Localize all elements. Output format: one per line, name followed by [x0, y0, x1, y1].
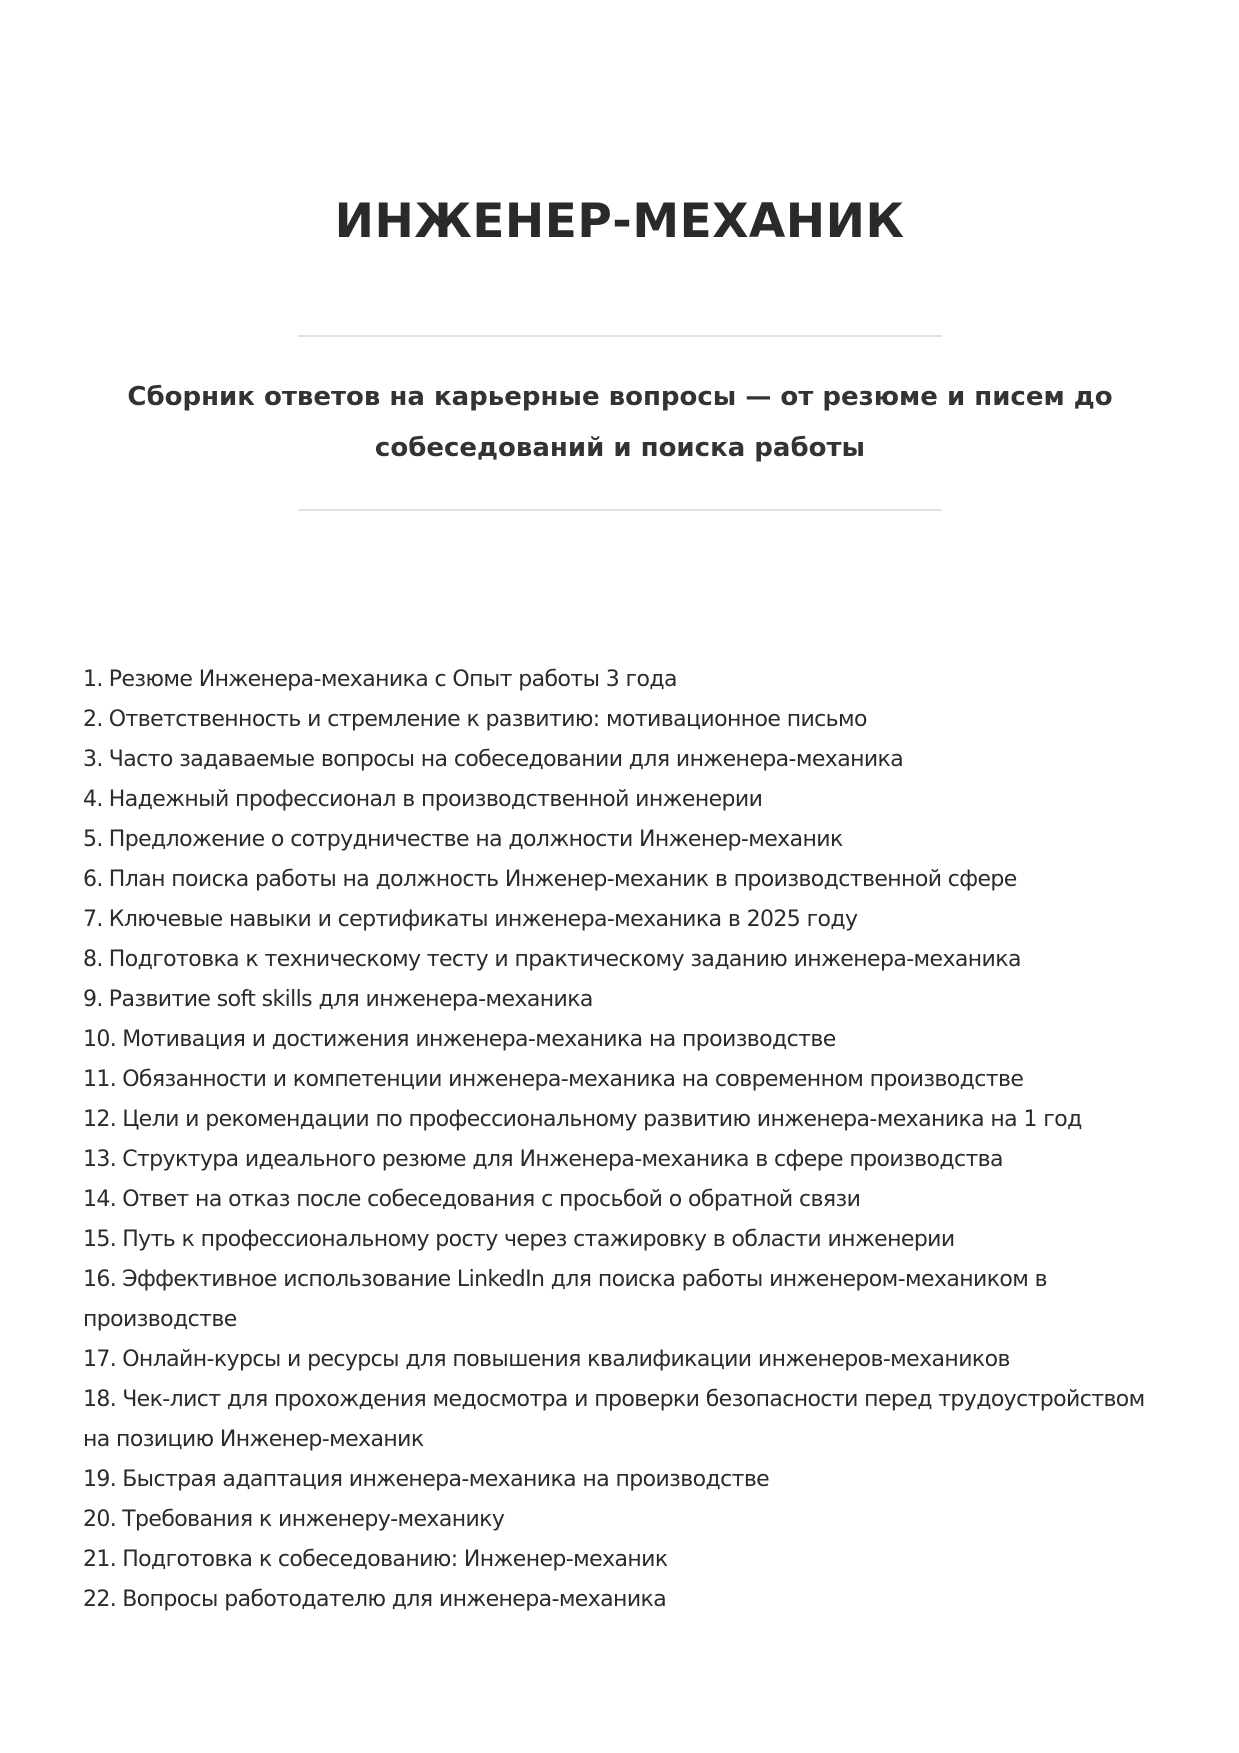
toc-item[interactable]: [83, 1460, 1163, 1500]
toc-item-number: 19.: [83, 1467, 117, 1492]
toc-item-number: 7.: [83, 907, 103, 932]
toc-item[interactable]: [83, 1260, 1163, 1340]
toc-item-number: 3.: [83, 747, 103, 772]
toc-item-number: 22.: [83, 1587, 117, 1612]
toc-item-text: Мотивация и достижения инженера-механика на производстве: [122, 1027, 836, 1052]
toc-item-text: Эффективное использование LinkedIn для поиска работы инженером-механиком в производстве: [83, 1267, 1048, 1332]
toc-item-text: Подготовка к собеседованию: Инженер-механик: [122, 1547, 668, 1572]
subtitle-line-2: собеседований и поиска работы: [374, 433, 866, 463]
toc-item[interactable]: [83, 780, 1163, 820]
toc-item-text: Путь к профессиональному росту через стажировку в области инженерии: [122, 1227, 955, 1252]
toc-item-text: Предложение о сотрудничестве на должности Инженер-механик: [108, 827, 843, 852]
toc-item-text: План поиска работы на должность Инженер-механик в производственной сфере: [108, 867, 1017, 892]
toc-item-number: 10.: [83, 1027, 117, 1052]
toc-item-text: Требования к инженеру-механику: [122, 1507, 505, 1532]
toc-item[interactable]: [83, 1500, 1163, 1540]
toc-item-number: 21.: [83, 1547, 117, 1572]
toc-item[interactable]: [83, 1340, 1163, 1380]
toc-item-text: Ответ на отказ после собеседования с просьбой о обратной связи: [122, 1187, 861, 1212]
toc-item-text: Цели и рекомендации по профессиональному развитию инженера-механика на 1 год: [122, 1107, 1082, 1132]
toc-item[interactable]: [83, 1100, 1163, 1140]
toc-item-number: 9.: [83, 987, 103, 1012]
toc-item-number: 8.: [83, 947, 103, 972]
toc-item[interactable]: [83, 1540, 1163, 1580]
toc-item[interactable]: [83, 820, 1163, 860]
toc-item-number: 17.: [83, 1347, 117, 1372]
toc-item-text: Развитие soft skills для инженера-механика: [108, 987, 593, 1012]
subtitle-line-1: Сборник ответов на карьерные вопросы — от резюме и писем до: [127, 382, 1113, 412]
toc-item[interactable]: [83, 700, 1163, 740]
toc-item-number: 16.: [83, 1267, 117, 1292]
toc-item-text: Обязанности и компетенции инженера-механика на современном производстве: [122, 1067, 1024, 1092]
toc-item-text: Подготовка к техническому тесту и практическому заданию инженера-механика: [108, 947, 1021, 972]
toc-item[interactable]: [83, 900, 1163, 940]
toc-item[interactable]: [83, 660, 1163, 700]
toc-item[interactable]: [83, 1580, 1163, 1620]
toc-item-number: 18.: [83, 1387, 117, 1412]
toc-item[interactable]: [83, 1060, 1163, 1100]
toc-item[interactable]: [83, 1220, 1163, 1260]
toc-item-text: Вопросы работодателю для инженера-механика: [122, 1587, 667, 1612]
toc-item[interactable]: [83, 740, 1163, 780]
toc-item-text: Часто задаваемые вопросы на собеседовании для инженера-механика: [108, 747, 904, 772]
page-subtitle: [110, 372, 1130, 474]
toc-item-number: 13.: [83, 1147, 117, 1172]
toc-item-text: Ответственность и стремление к развитию: мотивационное письмо: [108, 707, 867, 732]
toc-item-number: 12.: [83, 1107, 117, 1132]
toc-item-text: Ключевые навыки и сертификаты инженера-механика в 2025 году: [108, 907, 858, 932]
toc-item-text: Надежный профессионал в производственной инженерии: [108, 787, 763, 812]
table-of-contents: [83, 660, 1163, 1620]
toc-item-text: Онлайн-курсы и ресурсы для повышения квалификации инженеров-механиков: [122, 1347, 1010, 1372]
toc-item-number: 20.: [83, 1507, 117, 1532]
toc-item-number: 5.: [83, 827, 103, 852]
toc-item-number: 14.: [83, 1187, 117, 1212]
toc-item-number: 6.: [83, 867, 103, 892]
toc-item-number: 2.: [83, 707, 103, 732]
divider-top: [298, 335, 942, 337]
toc-item[interactable]: [83, 940, 1163, 980]
toc-item[interactable]: [83, 1140, 1163, 1180]
divider-bottom: [298, 509, 942, 511]
toc-item[interactable]: [83, 1380, 1163, 1460]
toc-item-number: 1.: [83, 667, 103, 692]
toc-item[interactable]: [83, 1020, 1163, 1060]
toc-item-text: Резюме Инженера-механика с Опыт работы 3 года: [108, 667, 677, 692]
toc-item-text: Быстрая адаптация инженера-механика на производстве: [122, 1467, 770, 1492]
toc-item-number: 4.: [83, 787, 103, 812]
toc-item[interactable]: [83, 980, 1163, 1020]
toc-item[interactable]: [83, 860, 1163, 900]
toc-item[interactable]: [83, 1180, 1163, 1220]
toc-item-number: 15.: [83, 1227, 117, 1252]
toc-item-text: Чек-лист для прохождения медосмотра и проверки безопасности перед трудоустройством на позицию Инженер-механик: [83, 1387, 1145, 1452]
toc-item-text: Структура идеального резюме для Инженера-механика в сфере производства: [122, 1147, 1003, 1172]
page-title: ИНЖЕНЕР-МЕХАНИК: [334, 194, 905, 249]
toc-item-number: 11.: [83, 1067, 117, 1092]
